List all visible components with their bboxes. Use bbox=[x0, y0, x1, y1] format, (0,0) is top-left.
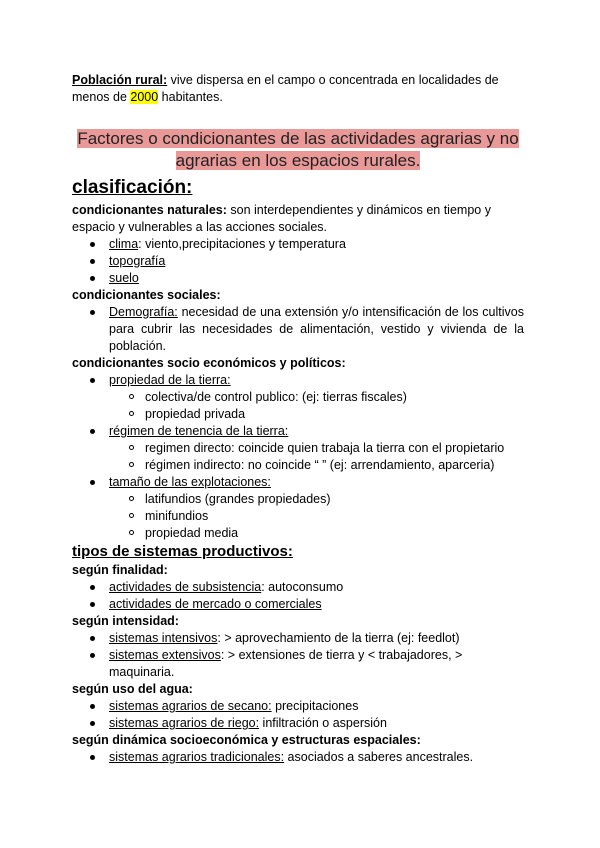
list-item-text: necesidad de una extensión y/o intensificación de los cultivos para cubrir las necesidades de alimentación, vestido y vivienda de la población. bbox=[109, 305, 524, 353]
list-item bbox=[72, 630, 524, 647]
list-item-term: sistemas extensivos bbox=[109, 648, 221, 662]
list-item bbox=[72, 579, 524, 596]
list-item bbox=[72, 423, 524, 474]
list-item-text: infiltración o aspersión bbox=[259, 716, 387, 730]
sublist-item: propiedad media bbox=[109, 525, 524, 542]
list-item-term: sistemas intensivos bbox=[109, 631, 218, 645]
list-item-text: : autoconsumo bbox=[261, 580, 344, 594]
document-content bbox=[72, 72, 524, 766]
sublist-item: latifundios (grandes propiedades) bbox=[109, 491, 524, 508]
socioeco-list bbox=[72, 372, 524, 542]
sociales-heading: condicionantes sociales: bbox=[72, 288, 221, 302]
list-item bbox=[72, 236, 524, 253]
clasificacion-heading: clasificación: bbox=[72, 177, 193, 198]
list-item-term: Demografía: bbox=[109, 305, 178, 319]
dinamica-heading: según dinámica socioeconómica y estructuras espaciales: bbox=[72, 733, 421, 747]
list-item bbox=[72, 270, 524, 287]
list-item bbox=[72, 253, 524, 270]
list-item bbox=[72, 749, 524, 766]
list-item-term: sistemas agrarios de riego: bbox=[109, 716, 260, 730]
list-item-text: : > extensiones de tierra y < trabajadores, > maquinaria. bbox=[109, 648, 463, 679]
list-item-term: actividades de subsistencia bbox=[109, 580, 262, 594]
list-item bbox=[72, 715, 524, 732]
list-item-text: asociados a saberes ancestrales. bbox=[284, 750, 474, 764]
list-item bbox=[72, 304, 524, 355]
sublist-item: regimen directo: coincide quien trabaja la tierra con el propietario bbox=[109, 440, 524, 457]
banner-text: Factores o condicionantes de las actividades agrarias y no agrarias en los espacios rurales. bbox=[77, 129, 519, 170]
naturales-paragraph bbox=[72, 202, 524, 236]
list-item bbox=[72, 596, 524, 613]
agua-list bbox=[72, 698, 524, 732]
sociales-list bbox=[72, 304, 524, 355]
sublist-item: minifundios bbox=[109, 508, 524, 525]
highlighted-number: 2000 bbox=[130, 90, 159, 104]
sublist bbox=[109, 491, 524, 542]
intensidad-heading: según intensidad: bbox=[72, 614, 179, 628]
naturales-list bbox=[72, 236, 524, 287]
list-item bbox=[72, 698, 524, 715]
list-item-term: tamaño de las explotaciones: bbox=[109, 475, 271, 489]
list-item-term: sistemas agrarios de secano: bbox=[109, 699, 272, 713]
naturales-desc: son interdependientes y dinámicos en tiempo y espacio y vulnerables a las acciones sociales. bbox=[72, 203, 491, 234]
list-item-term: actividades de mercado o comerciales bbox=[109, 597, 322, 611]
intro-text-after: habitantes. bbox=[158, 90, 223, 104]
list-item bbox=[72, 474, 524, 542]
socioeco-heading: condicionantes socio económicos y políticos: bbox=[72, 356, 346, 370]
intro-paragraph bbox=[72, 72, 524, 106]
sublist bbox=[109, 440, 524, 474]
list-item-term: clima bbox=[109, 237, 139, 251]
list-item-text: : > aprovechamiento de la tierra (ej: feedlot) bbox=[217, 631, 460, 645]
list-item bbox=[72, 647, 524, 681]
naturales-heading: condicionantes naturales: bbox=[72, 203, 227, 217]
sublist-item: propiedad privada bbox=[109, 406, 524, 423]
list-item-term: régimen de tenencia de la tierra: bbox=[109, 424, 289, 438]
list-item-text: precipitaciones bbox=[271, 699, 359, 713]
list-item bbox=[72, 372, 524, 423]
dinamica-list bbox=[72, 749, 524, 766]
list-item-text: : viento,precipitaciones y temperatura bbox=[138, 237, 346, 251]
finalidad-heading: según finalidad: bbox=[72, 563, 168, 577]
sublist bbox=[109, 389, 524, 423]
intensidad-list bbox=[72, 630, 524, 681]
tipos-heading: tipos de sistemas productivos: bbox=[72, 543, 293, 560]
sublist-item: colectiva/de control publico: (ej: tierras fiscales) bbox=[109, 389, 524, 406]
list-item-term: suelo bbox=[109, 271, 139, 285]
banner-heading bbox=[72, 128, 524, 172]
list-item-term: sistemas agrarios tradicionales: bbox=[109, 750, 285, 764]
sublist-item: régimen indirecto: no coincide “ ” (ej: arrendamiento, aparceria) bbox=[109, 457, 524, 474]
agua-heading: según uso del agua: bbox=[72, 682, 193, 696]
finalidad-list bbox=[72, 579, 524, 613]
list-item-term: propiedad de la tierra: bbox=[109, 373, 231, 387]
list-item-term: topografía bbox=[109, 254, 166, 268]
intro-term: Población rural: bbox=[72, 73, 168, 87]
intro-text-before: vive dispersa en el campo o concentrada en localidades de menos de bbox=[72, 73, 499, 104]
